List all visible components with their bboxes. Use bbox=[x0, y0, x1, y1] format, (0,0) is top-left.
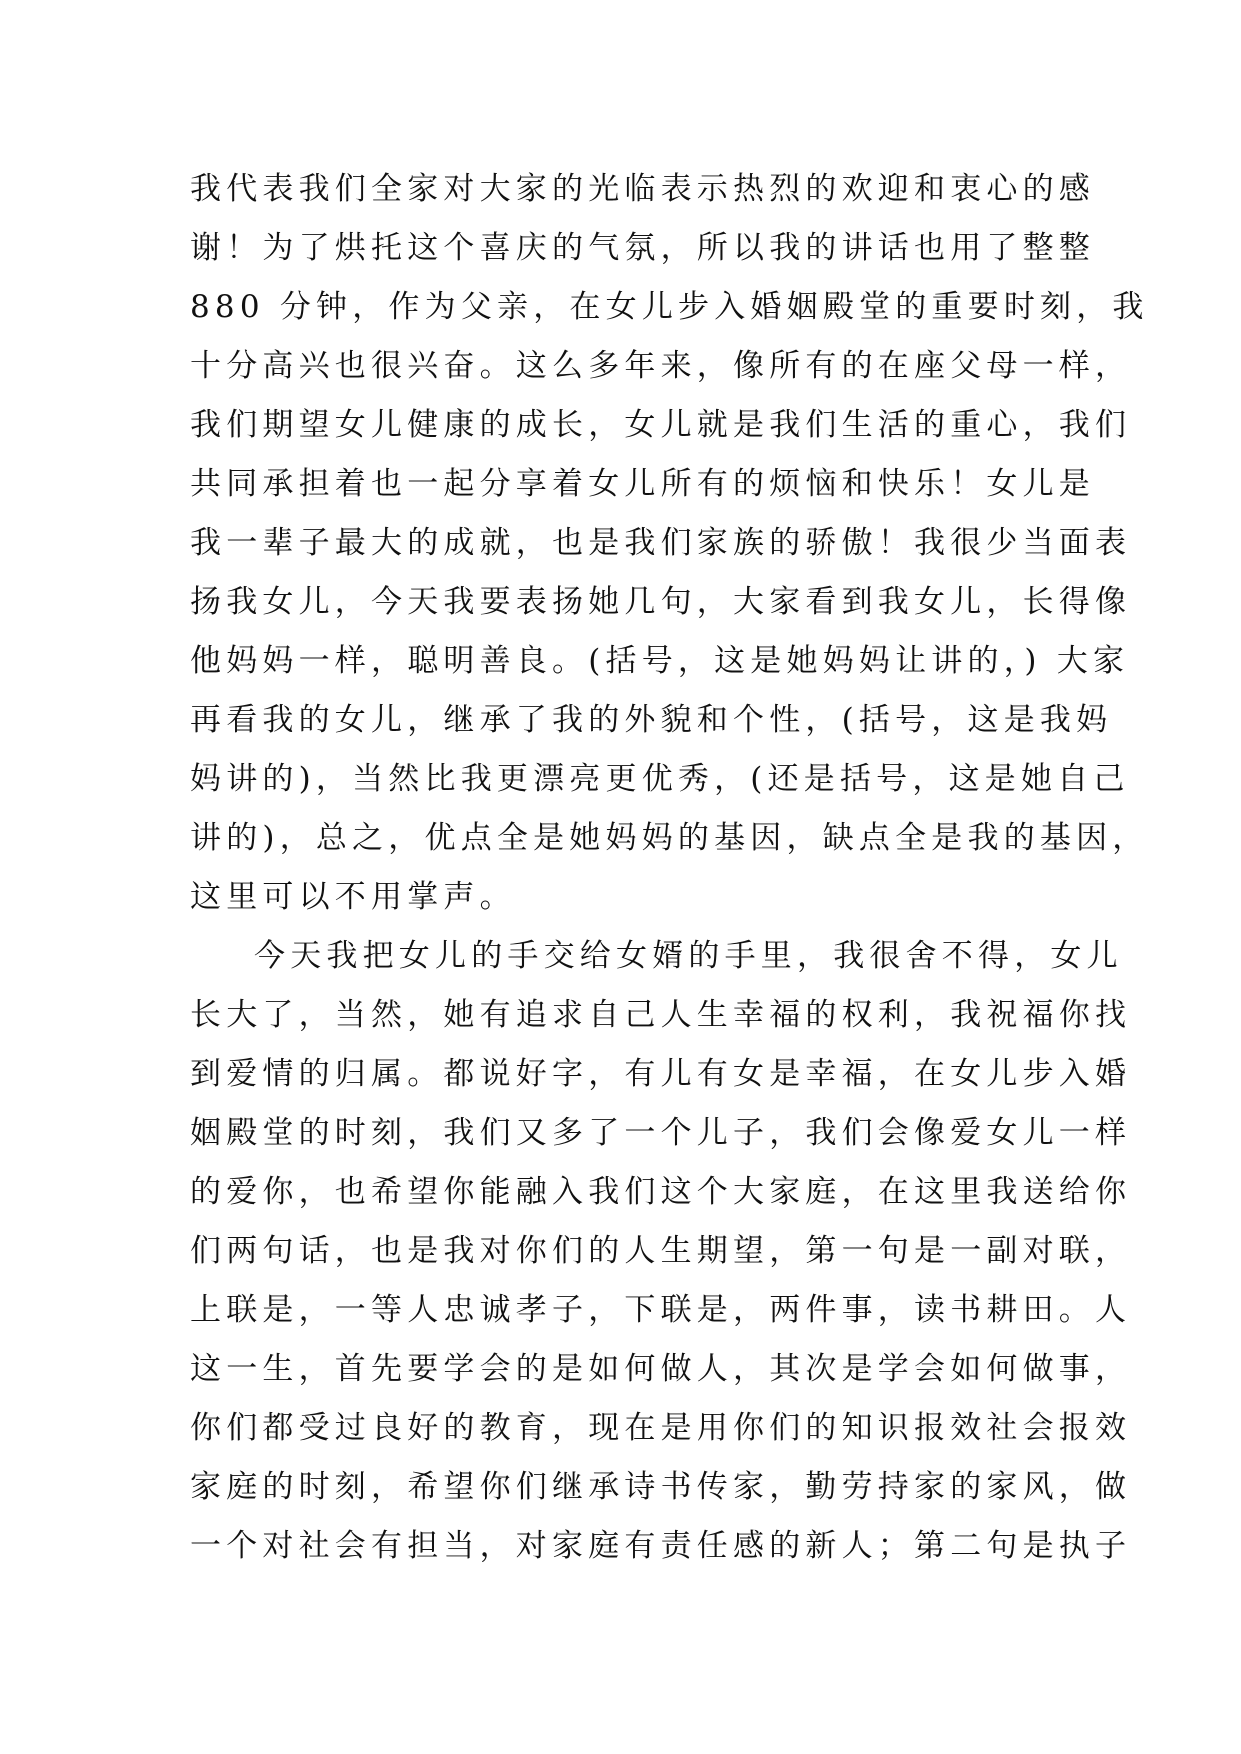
text-line: 这里可以不用掌声。 bbox=[190, 879, 516, 915]
paragraph-2 bbox=[190, 927, 1132, 1576]
text-line: 我一辈子最大的成就，也是我们家族的骄傲！我很少当面表 bbox=[190, 525, 1132, 561]
text-line: 再看我的女儿，继承了我的外貌和个性，(括号，这是我妈 bbox=[190, 702, 1113, 738]
text-line: 共同承担着也一起分享着女儿所有的烦恼和快乐！女儿是 bbox=[190, 466, 1095, 502]
text-line: 家庭的时刻，希望你们继承诗书传家，勤劳持家的家风，做 bbox=[190, 1469, 1132, 1505]
text-line: 一个对社会有担当，对家庭有责任感的新人；第二句是执子 bbox=[190, 1528, 1132, 1564]
text-line: 讲的)，总之，优点全是她妈妈的基因，缺点全是我的基因， bbox=[190, 820, 1149, 856]
text-line: 扬我女儿，今天我要表扬她几句，大家看到我女儿，长得像 bbox=[190, 584, 1132, 620]
paragraph-1 bbox=[190, 160, 1149, 927]
text-line: 妈讲的)，当然比我更漂亮更优秀，(还是括号，这是她自己 bbox=[190, 761, 1130, 797]
text-line: 我们期望女儿健康的成长，女儿就是我们生活的重心，我们 bbox=[190, 407, 1132, 443]
text-line: 这一生，首先要学会的是如何做人，其次是学会如何做事， bbox=[190, 1351, 1132, 1387]
text-line: 的爱你，也希望你能融入我们这个大家庭，在这里我送给你 bbox=[190, 1174, 1132, 1210]
text-line: 到爱情的归属。都说好字，有儿有女是幸福，在女儿步入婚 bbox=[190, 1056, 1132, 1092]
text-line: 姻殿堂的时刻，我们又多了一个儿子，我们会像爱女儿一样 bbox=[190, 1115, 1132, 1151]
document-body bbox=[190, 160, 1149, 1576]
text-line: 他妈妈一样，聪明善良。(括号，这是她妈妈让讲的，) 大家 bbox=[190, 643, 1130, 679]
text-line: 长大了，当然，她有追求自己人生幸福的权利，我祝福你找 bbox=[190, 997, 1132, 1033]
text-line: 十分高兴也很兴奋。这么多年来，像所有的在座父母一样， bbox=[190, 348, 1132, 384]
text-line: 我代表我们全家对大家的光临表示热烈的欢迎和衷心的感 bbox=[190, 171, 1095, 207]
text-line: 上联是，一等人忠诚孝子，下联是，两件事，读书耕田。人 bbox=[190, 1292, 1132, 1328]
text-line: 们两句话，也是我对你们的人生期望，第一句是一副对联， bbox=[190, 1233, 1132, 1269]
text-line: 你们都受过良好的教育，现在是用你们的知识报效社会报效 bbox=[190, 1410, 1132, 1446]
text-line: 今天我把女儿的手交给女婿的手里，我很舍不得，女儿 bbox=[254, 938, 1123, 974]
text-line: 880 分钟，作为父亲，在女儿步入婚姻殿堂的重要时刻，我 bbox=[190, 289, 1149, 325]
text-line: 谢！为了烘托这个喜庆的气氛，所以我的讲话也用了整整 bbox=[190, 230, 1095, 266]
